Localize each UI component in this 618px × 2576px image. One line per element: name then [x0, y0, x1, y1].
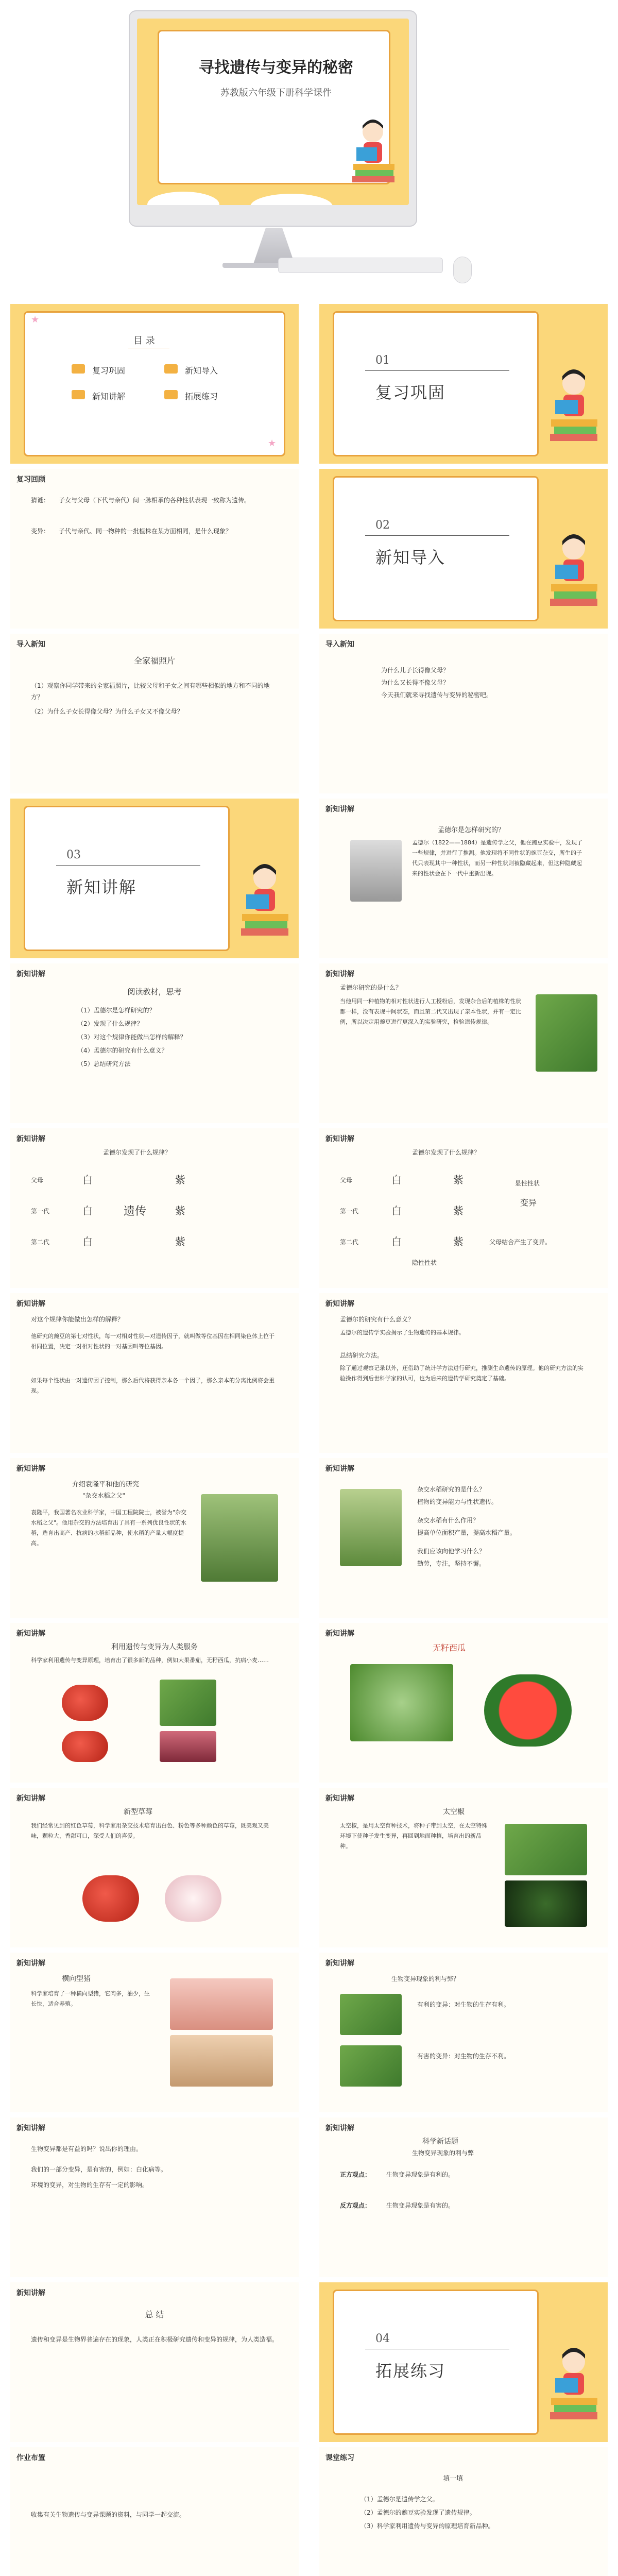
toc-bullet: [164, 390, 178, 399]
mouse-illustration: [453, 257, 472, 283]
slide-lecture-10: [10, 1623, 299, 1783]
intro2-p2: 为什么又长得不像父母？: [381, 679, 450, 686]
lecture9-a3: 勤劳，专注，坚持不懈。: [417, 1560, 486, 1567]
slide-section-04: [319, 2282, 608, 2442]
slide-tag: 新知讲解: [16, 1959, 45, 1968]
toc-item-3[interactable]: 新知讲解: [92, 392, 126, 401]
lecture6-q: 对这个规律你能做出怎样的解释？: [31, 1316, 124, 1323]
trait-white: 白: [82, 1235, 93, 1248]
slide-lecture-16: [10, 2117, 299, 2277]
slide-paper: [319, 634, 608, 793]
trait-purple: 紫: [453, 1235, 464, 1248]
cloud-decoration: [147, 192, 219, 205]
summary-p: 遗传和变异是生物界普遍存在的现象，人类正在积极研究遗传和变异的规律，为人类造福。: [31, 2336, 279, 2343]
slide-heading: 科学新话题: [422, 2138, 458, 2146]
slide-heading: 孟德尔是怎样研究的？: [438, 826, 505, 834]
lecture2-item: （5）总结研究方法: [77, 1060, 131, 1067]
lecture1-p: 孟德尔（1822——1884）是遗传学之父，他在豌豆实验中，发现了一些规律，并进行了推测。他发现将不同性状的豌豆杂交，所生的子代只表现其中一种性状，而另一种性状则被隐藏起来，但这种隐藏起来的性状会在下一代中重新出现。: [412, 839, 582, 877]
trait-purple: 紫: [175, 1235, 185, 1248]
slide-heading: 利用遗传与变异为人类服务: [111, 1643, 198, 1651]
lecture3-p: 当他用同一种植物的相对性状进行人工授粉后，发现杂合后的植株的性状都一样，没有表现中间状态，而且第二代又出现了亲本性状，并有一定比例，所以决定用豌豆进行更深入的实验研究，检验遗传规律。: [340, 998, 521, 1025]
lecture9-q3: 我们应该向他学习什么？: [417, 1548, 486, 1555]
trait-purple: 紫: [175, 1205, 185, 1217]
slide-paper: [10, 963, 299, 1123]
slide-tag: 新知讲解: [16, 1794, 45, 1803]
white-strawberry-image: [165, 1875, 221, 1922]
hero-title: 寻找遗传与变异的秘密: [199, 59, 353, 77]
slide-tag: 新知讲解: [325, 1959, 354, 1968]
tomato-image: [62, 1685, 108, 1721]
slide-lecture-14: [10, 1953, 299, 2112]
slide-paper: [24, 311, 285, 456]
lecture9-q1: 杂交水稻研究的是什么？: [417, 1486, 486, 1493]
section-title: 拓展练习: [375, 2361, 446, 2381]
toc-title: 目 录: [133, 335, 155, 346]
star-decoration: ★: [268, 438, 277, 449]
mendel-portrait: [350, 840, 402, 902]
lecture17-sub: 生物变异现象的利与弊: [412, 2149, 474, 2157]
lecture6-p1: 他研究的豌豆的第七对性状，每一对相对性状—对遗传因子，就叫做等位基因在相同染色体上位于相同位置，决定一对相对性状的一对基因叫等位基因。: [31, 1333, 274, 1350]
monitor-screen: [137, 19, 409, 205]
slide-intro-1: [10, 634, 299, 793]
slide-paper: [319, 1953, 608, 2112]
slide-heading: 阅读教材，思考: [127, 987, 182, 996]
slide-paper: [10, 2117, 299, 2277]
slide-tag: 导入新知: [16, 640, 45, 649]
slide-tag: 新知讲解: [325, 2124, 354, 2132]
slide-lecture-4: [10, 1128, 299, 1288]
hero-subtitle: 苏教版六年级下册科学课件: [220, 88, 332, 98]
toc-bullet: [164, 364, 178, 374]
pos-label: 正方观点：: [340, 2171, 371, 2178]
slide-paper: [10, 1128, 299, 1288]
practice-item: （2）孟德尔的豌豆实验发现了遗传规律。: [360, 2509, 476, 2516]
lecture8-sub: "杂交水稻之父": [82, 1492, 126, 1499]
lecture16-p2: 环境的变异，对生物的生存有一定的影响。: [31, 2181, 149, 2189]
label-variation: 变异: [520, 1198, 537, 1208]
slide-review: [10, 469, 299, 629]
slide-paper: [24, 806, 230, 951]
slide-tag: 新知讲解: [16, 1630, 45, 1638]
toc-item-2[interactable]: 新知导入: [185, 366, 218, 376]
lecture8-p: 袁隆平，我国著名农业科学家，中国工程院院士，被誉为"杂交水稻之父"。他用杂交的方法培育出了具有一系列优良性状的水稻，选育出高产、抗病的水稻新品种，使水稻的产量大幅度提高。: [31, 1509, 187, 1547]
toc-item-1[interactable]: 复习巩固: [92, 366, 126, 376]
homework-p: 收集有关生物遗传与变异课题的资料，与同学一起交流。: [31, 2511, 186, 2518]
row-label: 第二代: [31, 1239, 50, 1246]
slide-tag: 新知讲解: [325, 1630, 354, 1638]
lecture14-p: 科学家培育了一种横向型猪，它肉多，油少，生长快，适合养殖。: [31, 1990, 150, 2007]
intro2-p3: 今天我们就来寻找遗传与变异的秘密吧。: [381, 691, 493, 699]
toc-item-4[interactable]: 拓展练习: [185, 392, 218, 401]
slide-tag: 新知讲解: [325, 805, 354, 814]
trait-purple: 紫: [453, 1205, 464, 1217]
slide-heading: 新型草莓: [124, 1808, 152, 1816]
slide-lecture-15: [319, 1953, 608, 2112]
lecture2-item: （2）发现了什么规律？: [77, 1020, 143, 1027]
slide-section-01: [319, 304, 608, 464]
slide-paper: [333, 2290, 539, 2435]
section-title: 复习巩固: [375, 383, 446, 402]
row-label: 父母: [340, 1177, 353, 1184]
trait-white: 白: [391, 1205, 402, 1217]
slide-heading: 总 结: [145, 2310, 164, 2319]
slide-paper: [319, 1788, 608, 1947]
review-q2: 变异： 子代与亲代、同一物种的一批植株在某方面相同，是什么现象？: [31, 528, 232, 535]
slide-tag: 新知讲解: [325, 1300, 354, 1308]
slide-tag: 新知讲解: [325, 1465, 354, 1473]
review-q1: 猜谜： 子女与父母（下代与亲代）间一脉相承的各种性状表现一致称为遗传。: [31, 497, 251, 504]
slide-heading: 横向型猪: [62, 1975, 91, 1983]
lecture7-a1: 孟德尔的遗传学实验揭示了生物遗传的基本规律。: [340, 1329, 465, 1336]
kid-reading-illustration: [541, 2344, 603, 2421]
section-title: 新知讲解: [66, 877, 137, 897]
practice-item: （3）科学家利用遗传与变异的原理培育新品种。: [360, 2522, 494, 2530]
rice-field-photo: [340, 1489, 402, 1566]
slide-practice-1: [319, 2447, 608, 2576]
pig-image: [170, 1978, 273, 2030]
toc-bullet: [72, 364, 85, 374]
toc-bullet: [72, 390, 85, 399]
practice-item: （1）孟德尔是遗传学之父。: [360, 2496, 439, 2503]
slide-lecture-3: [319, 963, 608, 1123]
section-number: 02: [375, 519, 390, 532]
star-decoration: ★: [31, 314, 40, 325]
lecture13-p: 太空椒，是用太空育种技术，将种子带到太空，在太空特殊环境下使种子发生变异，再回到地面种植，培育出的新品种。: [340, 1822, 487, 1850]
lecture15-q: 生物变异现象的利与弊？: [391, 1975, 460, 1982]
slide-paper: [10, 2447, 299, 2576]
lecture2-item: （4）孟德尔的研究有什么意义？: [77, 1047, 168, 1054]
trait-white: 白: [391, 1174, 402, 1186]
slide-heading: 介绍袁隆平和他的研究: [72, 1481, 140, 1488]
kid-reading-illustration: [232, 860, 294, 938]
slide-tag: 新知讲解: [325, 1794, 354, 1803]
section-number: 01: [375, 354, 390, 367]
neg-label: 反方观点：: [340, 2202, 371, 2209]
slide-section-02: [319, 469, 608, 629]
wheat-image: [340, 1994, 402, 2035]
slide-homework: [10, 2447, 299, 2576]
lecture9-a2: 提高单位面积产量，提高水稻产量。: [417, 1529, 517, 1536]
lecture7-a2: 除了通过观察记录以外，还借助了统计学方法进行研究，推测生命遗传的原理。他的研究方法的实验操作得到后世科学家的认可，也为后来的遗传学研究奠定了基础。: [340, 1365, 583, 1382]
slide-tag: 新知讲解: [16, 970, 45, 978]
slide-lecture-11: [319, 1623, 608, 1783]
neg-text: 生物变异现象是有害的。: [386, 2202, 455, 2209]
slide-paper: [319, 1293, 608, 1453]
lecture2-item: （1）孟德尔是怎样研究的？: [77, 1007, 156, 1014]
lecture6-p2: 如果每个性状由一对遗传因子控制，那么后代将获得亲本各一个因子，那么亲本的分离比例将会重现。: [31, 1377, 274, 1394]
trait-purple: 紫: [175, 1174, 185, 1186]
slide-tag: 复习回顾: [16, 476, 45, 484]
slide-paper: [319, 963, 608, 1123]
kid-reading-illustration: [343, 116, 400, 183]
row-label: 父母: [31, 1177, 44, 1184]
section-title: 新知导入: [375, 548, 446, 567]
lecture5-q: 孟德尔发现了什么规律？: [412, 1149, 480, 1156]
hero-section: [0, 0, 618, 289]
cloud-decoration: [250, 194, 333, 205]
lecture7-q2: 总结研究方法。: [340, 1352, 384, 1359]
intro-p2: （2）为什么子女长得像父母？为什么子女又不像父母？: [31, 708, 183, 715]
slide-paper: [10, 1953, 299, 2112]
trait-purple: 紫: [453, 1174, 464, 1186]
lecture2-item: （3）对这个规律你能做出怎样的解释？: [77, 1033, 186, 1041]
slide-tag: 新知讲解: [16, 1465, 45, 1473]
slide-paper: [333, 476, 539, 621]
slide-lecture-5: [319, 1128, 608, 1288]
lecture15-p2: 有害的变异：对生物的生存不利。: [417, 2053, 510, 2060]
strawberry-image: [82, 1875, 139, 1922]
slide-tag: 新知讲解: [325, 1135, 354, 1143]
slide-lecture-6: [10, 1293, 299, 1453]
section-divider: [365, 535, 509, 536]
lecture3-q: 孟德尔研究的是什么？: [340, 984, 402, 991]
slide-heading: 无籽西瓜: [433, 1643, 466, 1653]
slide-summary: [10, 2282, 299, 2442]
pos-text: 生物变异现象是有利的。: [386, 2171, 455, 2178]
slide-tag: 新知讲解: [16, 1135, 45, 1143]
slide-tag: 导入新知: [325, 640, 354, 649]
plant-image: [160, 1680, 216, 1726]
slide-lecture-7: [319, 1293, 608, 1453]
kid-reading-illustration: [541, 531, 603, 608]
lecture15-p1: 有利的变异：对生物的生存有利。: [417, 2001, 510, 2008]
slide-paper: [10, 1623, 299, 1783]
slide-paper: [319, 2447, 608, 2576]
slide-tag: 新知讲解: [16, 2289, 45, 2297]
lecture12-p: 我们经常见到的红色草莓，科学家用杂交技术培育出白色、粉色等多种颜色的草莓，既美观又美味，颗粒大，香甜可口，深受人们的喜爱。: [31, 1822, 269, 1839]
slide-paper: [333, 311, 539, 456]
trait-white: 白: [391, 1235, 402, 1248]
lecture4-q: 孟德尔发现了什么规律？: [103, 1149, 171, 1156]
seeds-image: [160, 1731, 216, 1762]
lecture10-p: 科学家利用遗传与变异原理，培育出了很多新的品种，例如大果番茄，无籽西瓜，抗病小麦……: [31, 1657, 269, 1664]
dominant-label: 显性性状: [515, 1180, 540, 1187]
slide-tag: 新知讲解: [16, 1300, 45, 1308]
watermelon-vine-image: [350, 1664, 453, 1741]
recessive-label: 隐性性状: [412, 1259, 437, 1266]
section-divider: [56, 865, 200, 866]
trait-white: 白: [82, 1174, 93, 1186]
slide-heading: 填一填: [443, 2475, 464, 2483]
slide-paper: [10, 1458, 299, 1618]
slide-tag: 新知讲解: [325, 970, 354, 978]
slide-section-03: [10, 799, 299, 958]
space-pepper-image-2: [505, 1880, 587, 1927]
slide-paper: [10, 634, 299, 793]
slide-lecture-1: [319, 799, 608, 958]
lecture9-q2: 杂交水稻有什么作用？: [417, 1517, 479, 1524]
section-number: 03: [66, 849, 81, 861]
row-label: 第一代: [31, 1208, 50, 1215]
slide-tag: 作业布置: [16, 2454, 45, 2462]
intro-p1: （1）观察你同学带来的全家福照片，比较父母和子女之间有哪些相似的地方和不同的地方？: [31, 682, 270, 701]
lecture16-p1: 我们的一部分变异，是有害的，例如：白化病等。: [31, 2166, 167, 2173]
lecture16-q: 生物变异都是有益的吗？说出你的理由。: [31, 2145, 143, 2153]
slide-paper: [319, 2117, 608, 2277]
slide-lecture-2: [10, 963, 299, 1123]
slide-heading: 全家福照片: [133, 656, 175, 666]
section-number: 04: [375, 2332, 390, 2345]
slide-lecture-12: [10, 1788, 299, 1947]
slide-paper: [319, 1128, 608, 1288]
kid-reading-illustration: [541, 366, 603, 443]
pig-image-2: [170, 2035, 273, 2087]
slide-paper: [10, 469, 299, 629]
slide-lecture-13: [319, 1788, 608, 1947]
slide-paper: [10, 1293, 299, 1453]
slide-paper: [319, 799, 608, 958]
slide-tag: 课堂练习: [325, 2454, 354, 2462]
pepper-image: [62, 1731, 108, 1762]
yuan-longping-photo: [201, 1494, 278, 1582]
trait-white: 白: [82, 1205, 93, 1217]
slide-lecture-9: [319, 1458, 608, 1618]
slide-paper: [10, 1788, 299, 1947]
slide-toc: [10, 304, 299, 464]
row-label: 第二代: [340, 1239, 359, 1246]
variation-note: 父母结合产生了变异。: [489, 1239, 552, 1246]
intro2-p1: 为什么儿子长得像父母？: [381, 667, 450, 674]
lecture9-a1: 植物的变异能力与性状遗传。: [417, 1498, 498, 1505]
diseased-plant-image: [340, 2045, 402, 2087]
slide-heading: 太空椒: [443, 1808, 465, 1816]
section-divider: [365, 370, 509, 371]
space-pepper-image: [505, 1824, 587, 1875]
watermelon-image: [484, 1674, 572, 1747]
slide-intro-2: [319, 634, 608, 793]
slide-lecture-17: [319, 2117, 608, 2277]
slide-paper: [319, 1458, 608, 1618]
label-heredity: 遗传: [124, 1205, 147, 1218]
monitor-illustration: [129, 10, 417, 227]
row-label: 第一代: [340, 1208, 359, 1215]
slide-lecture-8: [10, 1458, 299, 1618]
lecture7-q1: 孟德尔的研究有什么意义？: [340, 1316, 415, 1323]
pea-traits-chart-image: [536, 994, 597, 1072]
slide-paper: [319, 1623, 608, 1783]
slide-paper: [10, 2282, 299, 2442]
keyboard-illustration: [278, 258, 443, 273]
slide-tag: 新知讲解: [16, 2124, 45, 2132]
